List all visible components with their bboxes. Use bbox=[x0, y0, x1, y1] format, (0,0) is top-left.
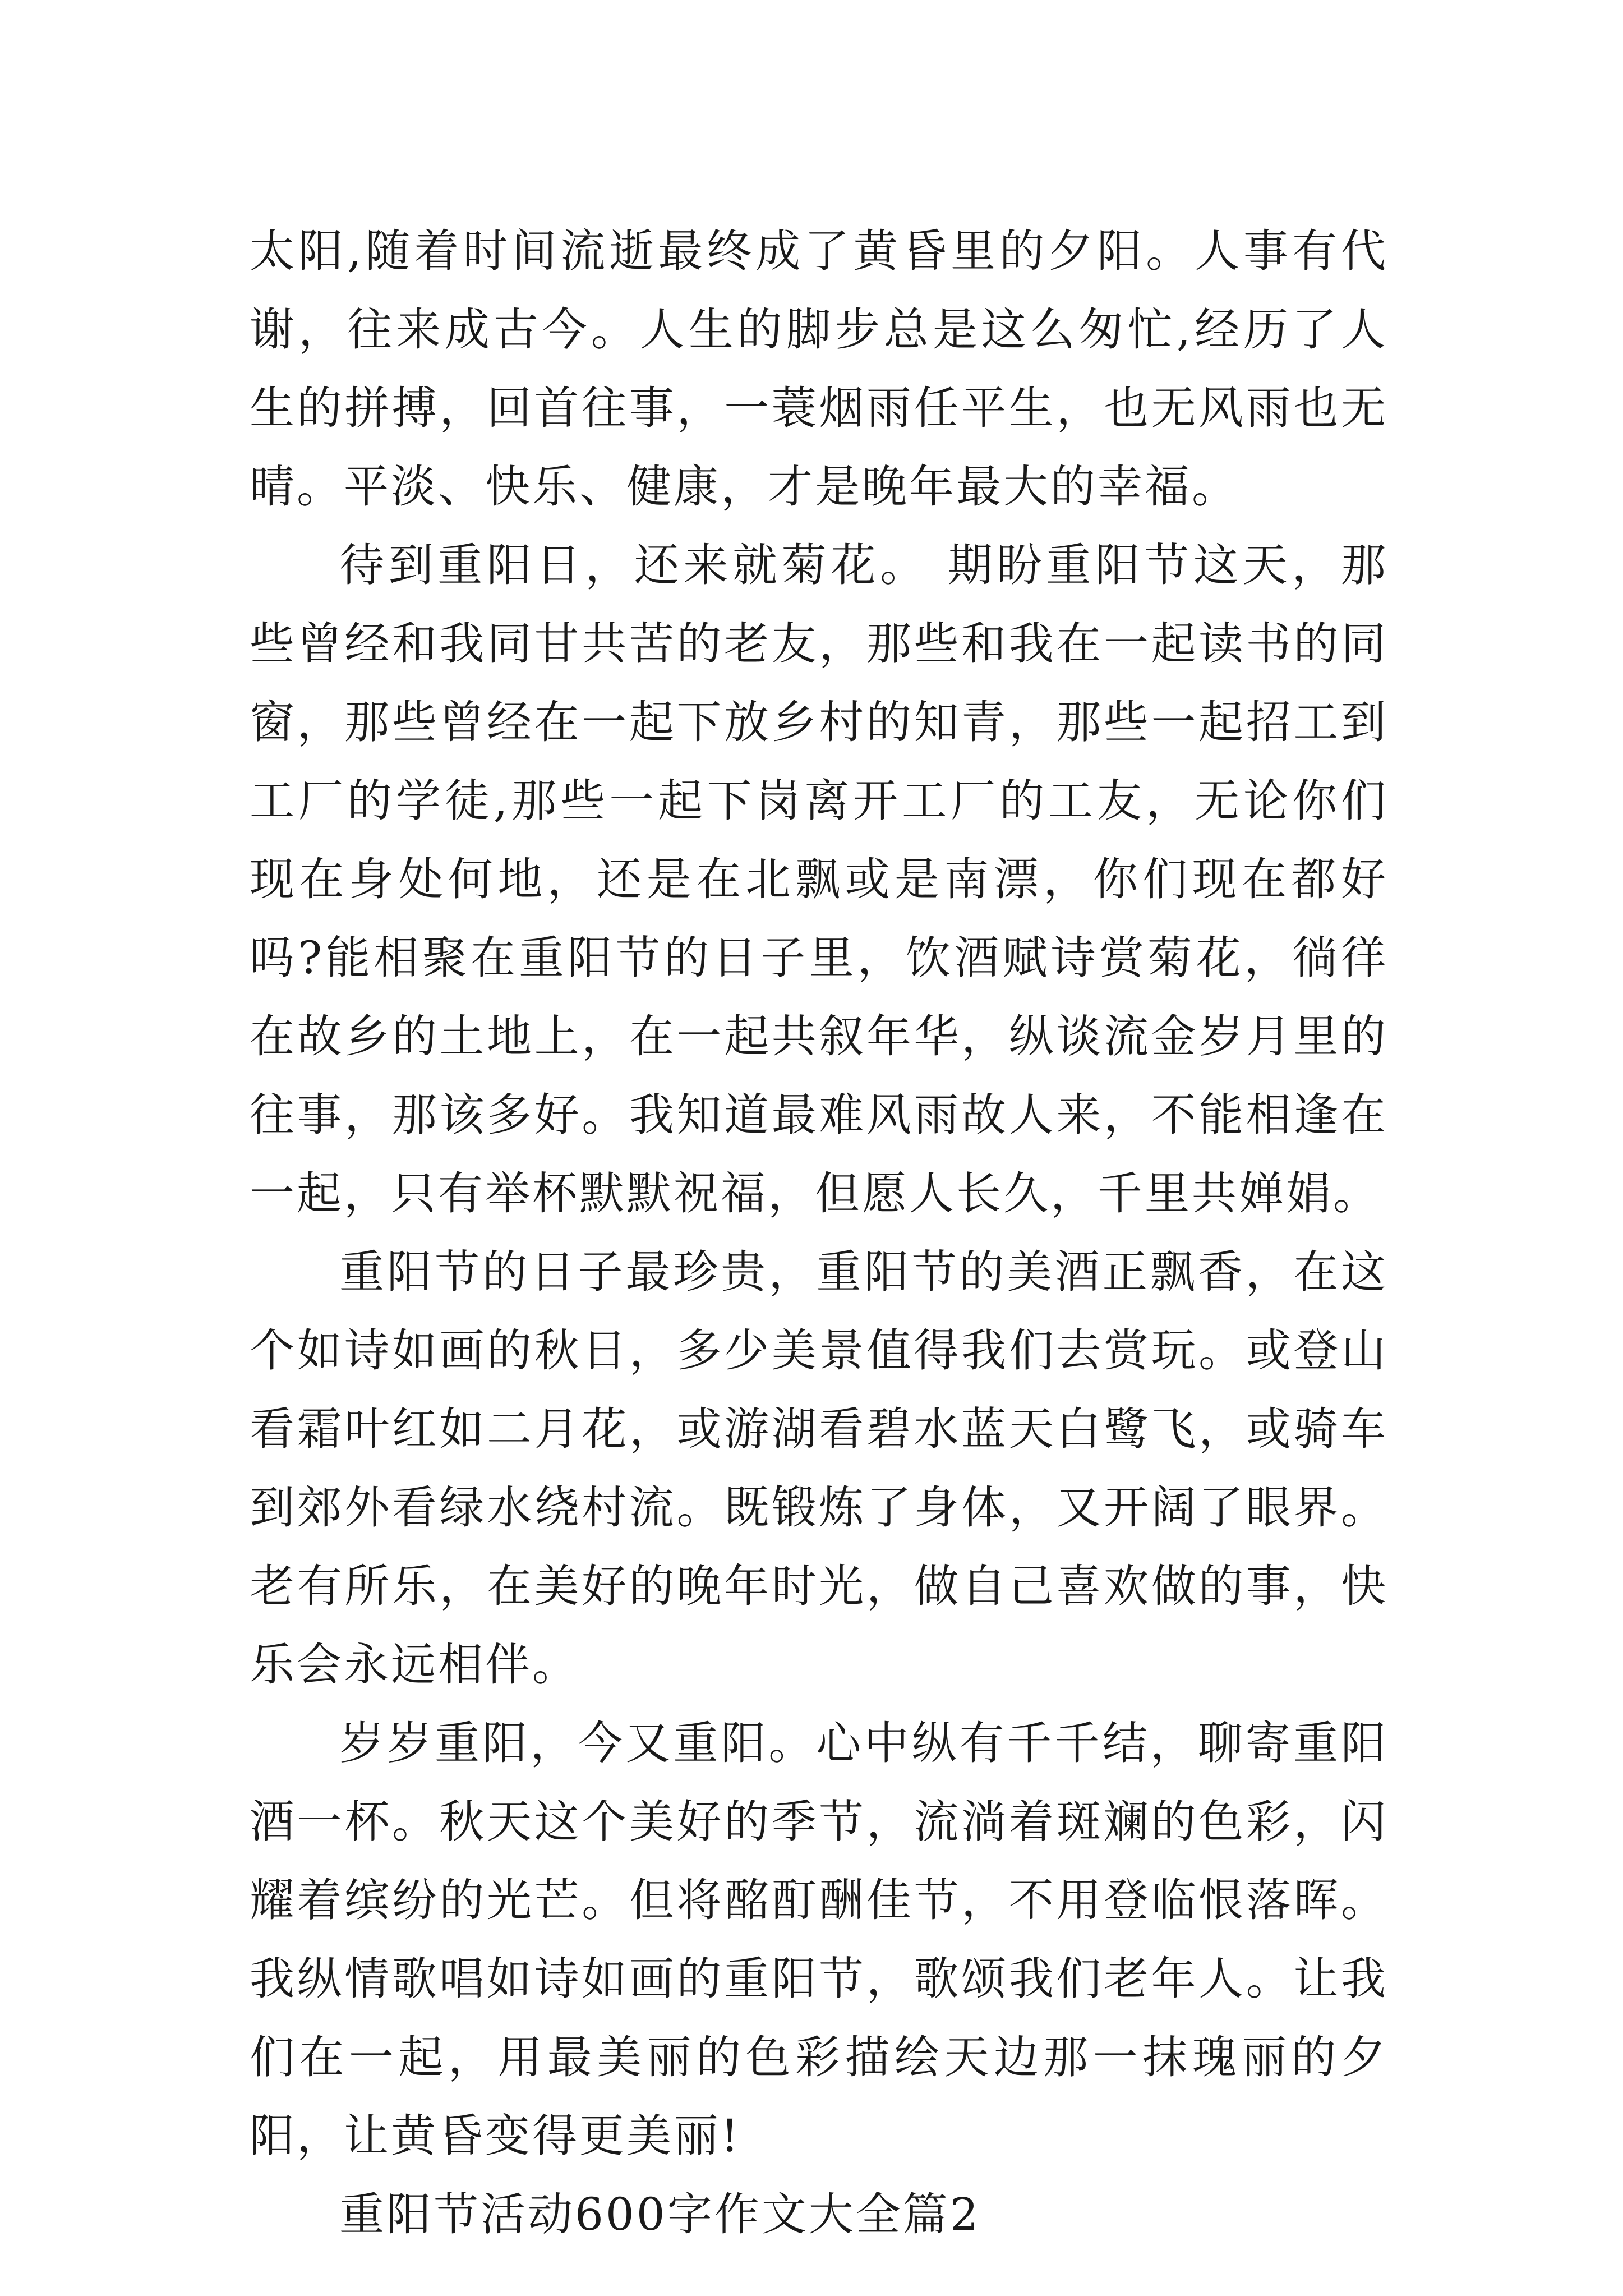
paragraph-4: 岁岁重阳，今又重阳。心中纵有千千结，聊寄重阳酒一杯。秋天这个美好的季节，流淌着斑斓的色彩，闪耀着缤纷的光芒。但将酩酊酬佳节，不用登临恨落晖。我纵情歌唱如诗如画的重阳节，歌颂我们老年人。让我们在一起，用最美丽的色彩描绘天边那一抹瑰丽的夕阳，让黄昏变得更美丽! bbox=[250, 1717, 1388, 2162]
document-body bbox=[250, 212, 1388, 2254]
paragraph-1: 太阳,随着时间流逝最终成了黄昏里的夕阳。人事有代谢，往来成古今。人生的脚步总是这么匆忙,经历了人生的拼搏，回首往事，一蓑烟雨任平生，也无风雨也无晴。平淡、快乐、健康，才是晚年最大的幸福。 bbox=[250, 225, 1388, 513]
paragraph-2: 待到重阳日，还来就菊花。 期盼重阳节这天，那些曾经和我同甘共苦的老友，那些和我在一起读书的同窗，那些曾经在一起下放乡村的知青，那些一起招工到工厂的学徒,那些一起下岗离开工厂的工友，无论你们现在身处何地，还是在北飘或是南漂，你们现在都好吗?能相聚在重阳节的日子里，饮酒赋诗赏菊花，徜徉在故乡的土地上，在一起共叙年华，纵谈流金岁月里的往事，那该多好。我知道最难风雨故人来，不能相逢在一起，只有举杯默默祝福，但愿人长久，千里共婵娟。 bbox=[250, 539, 1388, 1220]
section-heading: 重阳节活动600字作文大全篇2 bbox=[339, 2188, 981, 2240]
paragraph-3: 重阳节的日子最珍贵，重阳节的美酒正飘香，在这个如诗如画的秋日，多少美景值得我们去赏玩。或登山看霜叶红如二月花，或游湖看碧水蓝天白鹭飞，或骑车到郊外看绿水绕村流。既锻炼了身体，又开阔了眼界。老有所乐，在美好的晚年时光，做自己喜欢做的事，快乐会永远相伴。 bbox=[250, 1246, 1388, 1691]
